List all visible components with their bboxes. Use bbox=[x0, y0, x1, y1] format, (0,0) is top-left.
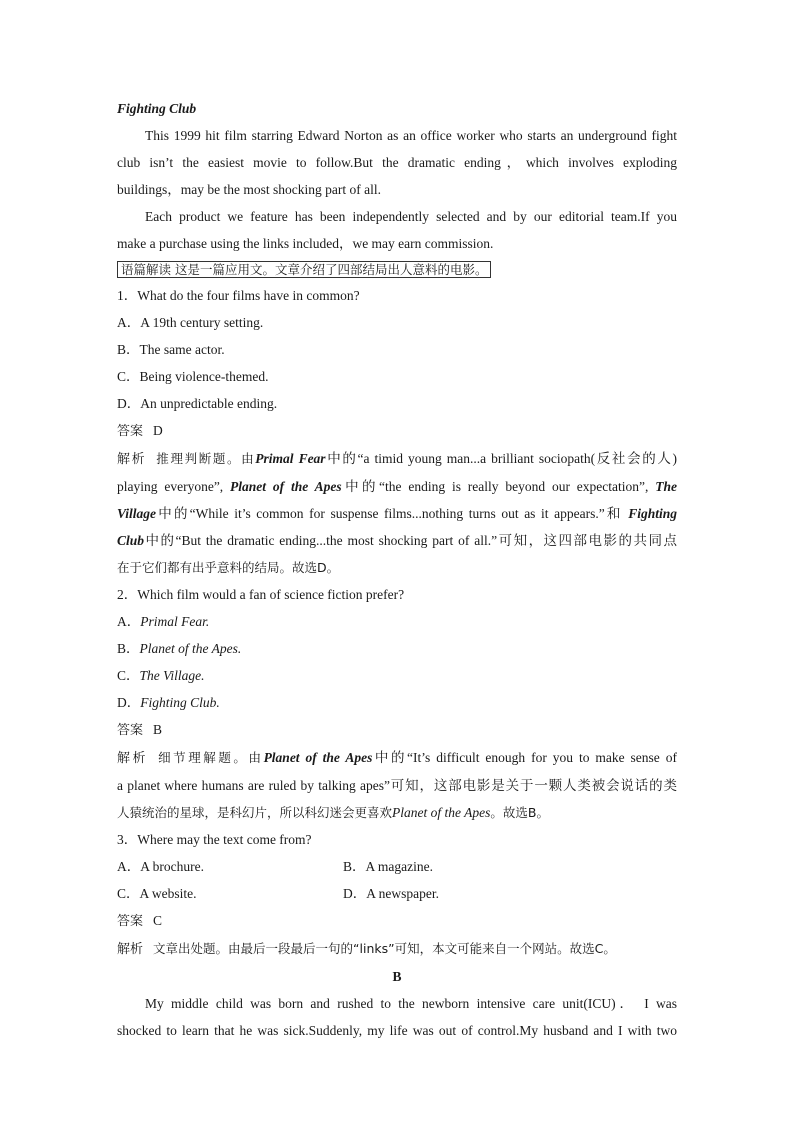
reading-note-banner: 语篇解读 这是一篇应用文。文章介绍了四部结局出人意料的电影。 bbox=[117, 261, 491, 278]
option-b: B．Planet of the Apes. bbox=[117, 641, 242, 656]
option-d: D．An unpredictable ending. bbox=[117, 396, 278, 411]
document-page bbox=[117, 95, 677, 1044]
answer-row bbox=[117, 417, 677, 445]
question-text: 1．What do the four films have in common? bbox=[117, 288, 360, 303]
option-b: B．A magazine. bbox=[343, 859, 433, 874]
answer-label: 答案 bbox=[117, 914, 144, 929]
answer-row bbox=[117, 716, 677, 744]
question-2 bbox=[117, 581, 677, 826]
analysis: 解析 推理判断题。由Primal Fear中的“a timid young man...a brilliant sociopath(反社会的人) playing everyone”, Planet of the Apes中的“the ending is really beyond our expectation”, The Village中的“While it’s common for suspense films...nothing turns out as it appears.”和 Fighting Club中的“But the dramatic ending...the most shocking part of all.”可知，这四部电影的共同点 在于它们都有出乎意料的结局。故选D。 bbox=[117, 451, 678, 575]
paragraph-2 bbox=[117, 203, 677, 257]
analysis-label: 解析 bbox=[117, 452, 147, 467]
question-text: 2．Which film would a fan of science fiction prefer? bbox=[117, 587, 405, 602]
text-line: buildings，may be the most shocking part of all. bbox=[117, 182, 381, 197]
text-line: shocked to learn that he was sick.Suddenly, my life was out of control.My husband and I with two bbox=[117, 1023, 677, 1038]
text-line: make a purchase using the links included，we may earn commission. bbox=[117, 236, 494, 251]
section-heading-b: B bbox=[392, 969, 402, 984]
analysis-label: 解析 bbox=[117, 751, 149, 766]
text-line: This 1999 hit film starring Edward Norton as an office worker who starts an underground fight bbox=[145, 128, 677, 143]
answer-value: D bbox=[153, 423, 163, 438]
passage-b-paragraph bbox=[117, 990, 677, 1044]
analysis: 解析 细节理解题。由Planet of the Apes中的“It’s difficult enough for you to make sense of a planet where humans are ruled by talking apes”可知，这部电影是关于一颗人类被会说话的类 人猿统治的星球，是科幻片，所以科幻迷会更喜欢Planet of the Apes。故选B。 bbox=[117, 750, 677, 820]
option-c: C．A website. bbox=[117, 886, 197, 901]
option-b: B．The same actor. bbox=[117, 342, 225, 357]
answer-value: B bbox=[153, 722, 163, 737]
answer-row bbox=[117, 907, 677, 935]
paragraph-1 bbox=[117, 122, 677, 203]
analysis: 解析 文章出处题。由最后一段最后一句的“links”可知，本文可能来自一个网站。故选C。 bbox=[117, 941, 616, 957]
answer-value: C bbox=[153, 913, 163, 928]
option-a: A．A 19th century setting. bbox=[117, 315, 264, 330]
option-a: A．Primal Fear. bbox=[117, 614, 210, 629]
text-line: Each product we feature has been independently selected and by our editorial team.If you bbox=[145, 209, 677, 224]
answer-label: 答案 bbox=[117, 723, 144, 738]
question-text: 3．Where may the text come from? bbox=[117, 832, 312, 847]
option-d: D．A newspaper. bbox=[343, 886, 439, 901]
analysis-label: 解析 bbox=[117, 942, 144, 957]
text-line: My middle child was born and rushed to the newborn intensive care unit(ICU)． I was bbox=[145, 996, 677, 1011]
option-a: A．A brochure. bbox=[117, 859, 204, 874]
option-d: D．Fighting Club. bbox=[117, 695, 220, 710]
question-3 bbox=[117, 826, 677, 963]
option-c: C．Being violence-themed. bbox=[117, 369, 269, 384]
option-c: C．The Village. bbox=[117, 668, 205, 683]
answer-label: 答案 bbox=[117, 424, 144, 439]
question-1 bbox=[117, 282, 677, 581]
text-line: club isn’t the easiest movie to follow.But the dramatic ending，which involves exploding bbox=[117, 155, 677, 170]
passage-title: Fighting Club bbox=[117, 101, 197, 116]
